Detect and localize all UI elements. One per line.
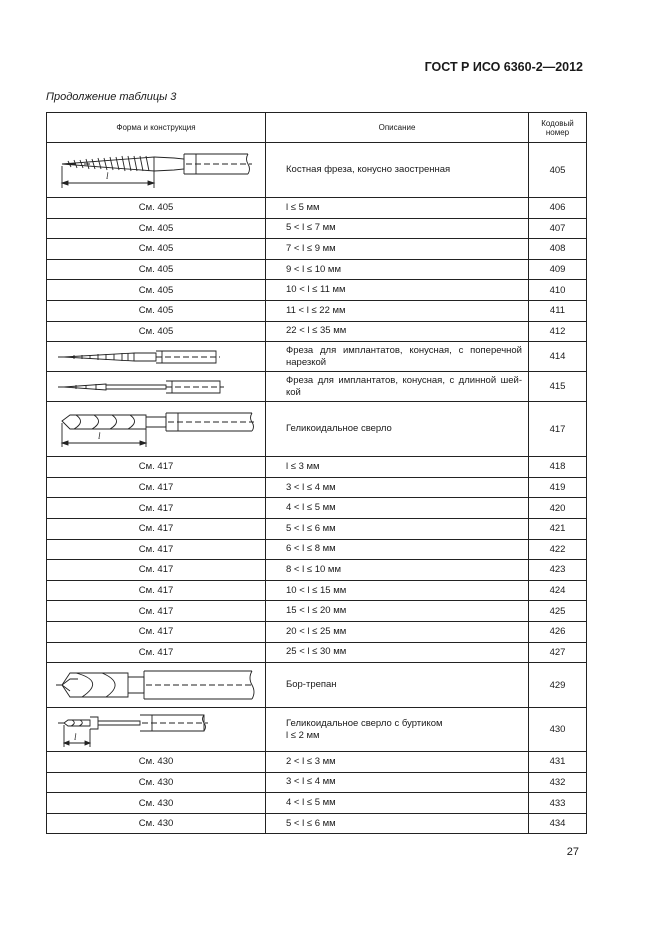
table-row [47,772,587,793]
code-cell: 423 [529,560,587,581]
implant-cutter-cross-cut-drawing [56,345,256,369]
form-cell: См. 430 [47,813,266,834]
form-cell: См. 430 [47,772,266,793]
form-cell: См. 430 [47,793,266,814]
helical-drill-drawing [56,405,256,453]
page-number: 27 [566,846,579,858]
description-cell: Бор-трепан [266,663,529,708]
code-cell: 432 [529,772,587,793]
code-cell: 427 [529,642,587,663]
form-cell: См. 417 [47,642,266,663]
code-cell: 405 [529,143,587,198]
description-cell: 22 < l ≤ 35 мм [266,321,529,342]
header-description: Описание [266,113,529,143]
table-row [47,372,587,402]
drawing-cell [47,372,266,402]
code-cell: 409 [529,259,587,280]
code-cell: 431 [529,752,587,773]
length-label: l [106,171,109,181]
description-cell: 2 < l ≤ 3 мм [266,752,529,773]
description-cell: l ≤ 5 мм [266,198,529,219]
table-row [47,477,587,498]
code-cell: 406 [529,198,587,219]
description-cell: 4 < l ≤ 5 мм [266,498,529,519]
table-row [47,321,587,342]
form-cell: См. 405 [47,218,266,239]
form-cell: См. 417 [47,560,266,581]
description-cell: 5 < l ≤ 6 мм [266,518,529,539]
table-row [47,198,587,219]
table-row [47,218,587,239]
description-cell: 3 < l ≤ 4 мм [266,772,529,793]
description-cell: 15 < l ≤ 20 мм [266,601,529,622]
description-cell: 10 < l ≤ 11 мм [266,280,529,301]
code-cell: 407 [529,218,587,239]
description-cell: 3 < l ≤ 4 мм [266,477,529,498]
code-cell: 414 [529,342,587,372]
description-cell: Костная фреза, конусно заостренная [266,143,529,198]
length-label: l [74,731,77,742]
code-cell: 420 [529,498,587,519]
code-cell: 421 [529,518,587,539]
table-row [47,457,587,478]
form-cell: См. 417 [47,601,266,622]
code-cell: 433 [529,793,587,814]
code-cell: 412 [529,321,587,342]
drawing-cell [47,708,266,752]
description-cell: 8 < l ≤ 10 мм [266,560,529,581]
table-row [47,300,587,321]
description-cell: 5 < l ≤ 7 мм [266,218,529,239]
code-cell: 434 [529,813,587,834]
form-cell: См. 417 [47,621,266,642]
description-cell: 7 < l ≤ 9 мм [266,239,529,260]
form-cell: См. 417 [47,498,266,519]
table-row [47,601,587,622]
form-cell: См. 405 [47,321,266,342]
code-cell: 410 [529,280,587,301]
form-cell: См. 417 [47,457,266,478]
implant-cutter-long-neck-drawing [56,375,256,399]
form-cell: См. 405 [47,280,266,301]
table-row [47,402,587,457]
length-label: l [98,431,101,442]
table-row [47,560,587,581]
form-cell: См. 405 [47,198,266,219]
description-cell: Фреза для имплантатов, конусная, с длинной шей-кой [266,372,529,402]
code-cell: 424 [529,580,587,601]
code-cell: 429 [529,663,587,708]
code-cell: 419 [529,477,587,498]
table-row [47,498,587,519]
form-cell: См. 405 [47,300,266,321]
drawing-cell [47,663,266,708]
description-cell: 6 < l ≤ 8 мм [266,539,529,560]
header-code: Кодовый номер [529,113,587,143]
description-cell: Фреза для имплантатов, конусная, с поперечной нарезкой [266,342,529,372]
table-row [47,580,587,601]
description-cell: l ≤ 3 мм [266,457,529,478]
code-cell: 422 [529,539,587,560]
drawing-cell [47,402,266,457]
table-row [47,663,587,708]
table-caption: Продолжение таблицы 3 [46,91,177,103]
table-row [47,708,587,752]
description-cell: 11 < l ≤ 22 мм [266,300,529,321]
table-row [47,280,587,301]
form-cell: См. 417 [47,477,266,498]
table-header-row [47,113,587,143]
drawing-cell [47,143,266,198]
trepan-bur-drawing [56,665,256,705]
code-cell: 430 [529,708,587,752]
table-row [47,642,587,663]
description-cell: 20 < l ≤ 25 мм [266,621,529,642]
table-row [47,342,587,372]
table-row [47,752,587,773]
instrument-table [46,112,587,834]
form-cell: См. 417 [47,518,266,539]
table-row [47,621,587,642]
code-cell: 426 [529,621,587,642]
standard-designation: ГОСТ Р ИСО 6360-2—2012 [424,60,583,74]
code-cell: 408 [529,239,587,260]
code-cell: 411 [529,300,587,321]
table-row [47,239,587,260]
description-cell: Геликоидальное сверло с буртиком l ≤ 2 мм [266,708,529,752]
form-cell: См. 417 [47,539,266,560]
code-cell: 417 [529,402,587,457]
form-cell: См. 405 [47,239,266,260]
code-cell: 418 [529,457,587,478]
description-cell: 9 < l ≤ 10 мм [266,259,529,280]
table-row [47,259,587,280]
description-cell: 4 < l ≤ 5 мм [266,793,529,814]
description-cell: Геликоидальное сверло [266,402,529,457]
bone-cutter-drawing [56,146,256,194]
header-form: Форма и конструкция [47,113,266,143]
description-cell: 5 < l ≤ 6 мм [266,813,529,834]
table-row [47,793,587,814]
form-cell: См. 405 [47,259,266,280]
form-cell: См. 417 [47,580,266,601]
drawing-cell [47,342,266,372]
code-cell: 425 [529,601,587,622]
code-cell: 415 [529,372,587,402]
form-cell: См. 430 [47,752,266,773]
table-row [47,539,587,560]
description-cell: 10 < l ≤ 15 мм [266,580,529,601]
table-row [47,813,587,834]
table-row [47,518,587,539]
helical-drill-with-collar-drawing [56,711,256,749]
description-cell: 25 < l ≤ 30 мм [266,642,529,663]
table-row [47,143,587,198]
